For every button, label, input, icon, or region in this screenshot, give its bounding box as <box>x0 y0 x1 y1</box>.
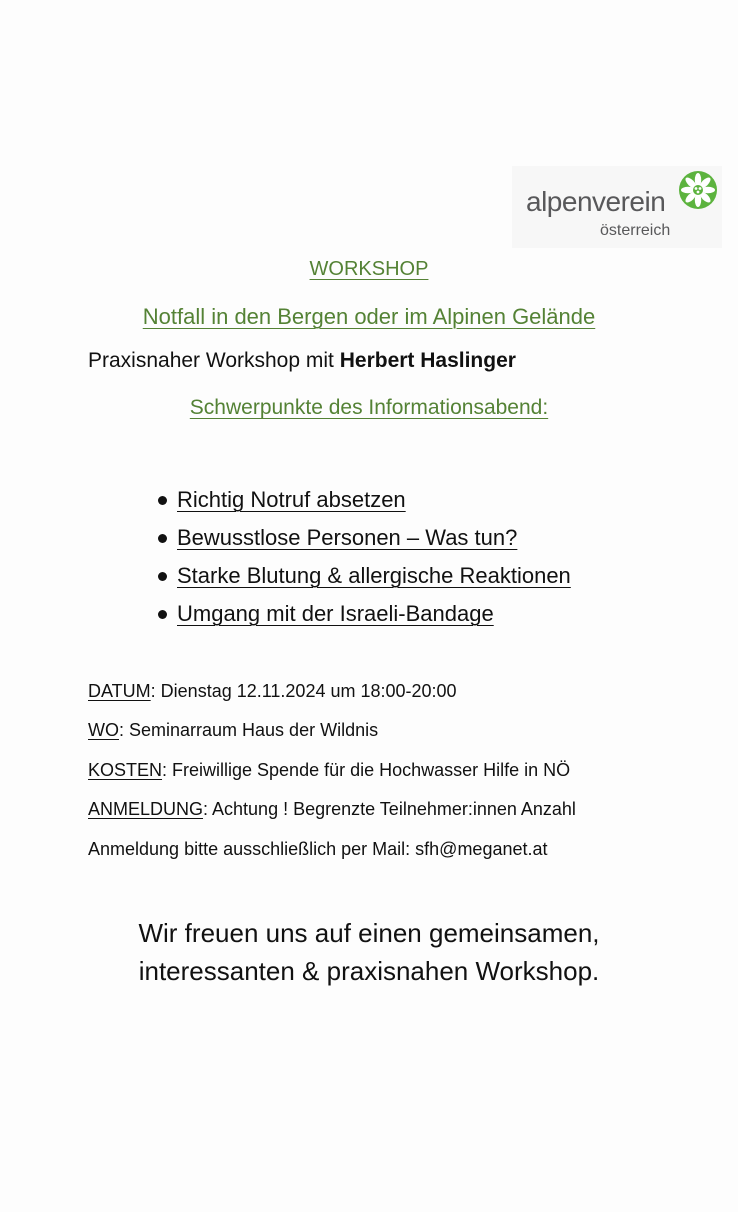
registration-label: ANMELDUNG <box>88 799 204 819</box>
instructor-name: Herbert Haslinger <box>339 349 516 372</box>
cost-label: KOSTEN <box>88 760 163 780</box>
cost-value: : Freiwillige Spende für die Hochwasser Hilfe in NÖ <box>162 760 571 780</box>
workshop-intro <box>88 349 516 373</box>
date-value: : Dienstag 12.11.2024 um 18:00-20:00 <box>150 681 457 701</box>
closing-line-2: interessanten & praxisnahen Workshop. <box>138 956 600 986</box>
workshop-title: Notfall in den Bergen oder im Alpinen Gelände <box>142 304 596 329</box>
date-label: DATUM <box>88 681 151 701</box>
registration-value: : Achtung ! Begrenzte Teilnehmer:innen Anzahl <box>203 799 576 819</box>
registration-note: Anmeldung bitte ausschließlich per Mail: sfh@meganet.at <box>88 839 548 859</box>
focus-heading: Schwerpunkte des Informationsabend: <box>189 396 549 419</box>
logo-subtitle: österreich <box>600 222 671 239</box>
topic-text: Umgang mit der Israeli-Bandage <box>177 601 494 626</box>
location-row <box>88 720 378 741</box>
intro-prefix: Praxisnaher Workshop mit <box>88 349 334 372</box>
alpenverein-logo <box>512 166 722 248</box>
closing-line-1: Wir freuen uns auf einen gemeinsamen, <box>138 918 600 948</box>
edelweiss-icon <box>678 170 718 210</box>
topic-text: Bewusstlose Personen – Was tun? <box>177 525 518 550</box>
registration-row <box>88 799 576 820</box>
bullet-icon <box>158 496 167 505</box>
location-label: WO <box>88 720 119 740</box>
cost-row <box>88 760 570 781</box>
topic-text: Starke Blutung & allergische Reaktionen <box>177 563 571 588</box>
workshop-heading: WORKSHOP <box>309 258 429 280</box>
bullet-icon <box>158 534 167 543</box>
bullet-icon <box>158 610 167 619</box>
logo-wordmark: alpenverein <box>526 186 666 217</box>
topic-text: Richtig Notruf absetzen <box>177 487 406 512</box>
bullet-icon <box>158 572 167 581</box>
location-value: : Seminarraum Haus der Wildnis <box>119 720 379 740</box>
date-row <box>88 681 457 702</box>
